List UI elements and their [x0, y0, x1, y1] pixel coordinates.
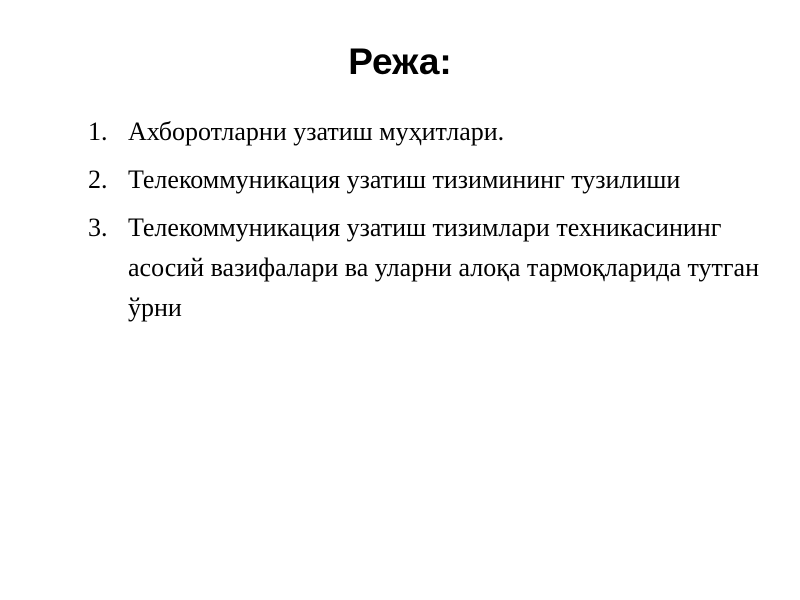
item-number: 2.	[88, 165, 108, 194]
item-text: Телекоммуникация узатиш тизимининг тузилиши	[128, 165, 681, 194]
agenda-list	[88, 112, 768, 336]
item-number: 3.	[88, 213, 108, 242]
item-text: Телекоммуникация узатиш тизимлари техникасининг асосий вазифалари ва уларни алоқа тармоқларида тутган ўрни	[128, 213, 759, 322]
list-item	[88, 160, 768, 200]
item-number: 1.	[88, 117, 108, 146]
list-item	[88, 112, 768, 152]
item-text: Ахборотларни узатиш муҳитлари.	[128, 117, 505, 146]
slide-title: Режа:	[348, 41, 452, 82]
list-item	[88, 208, 768, 328]
